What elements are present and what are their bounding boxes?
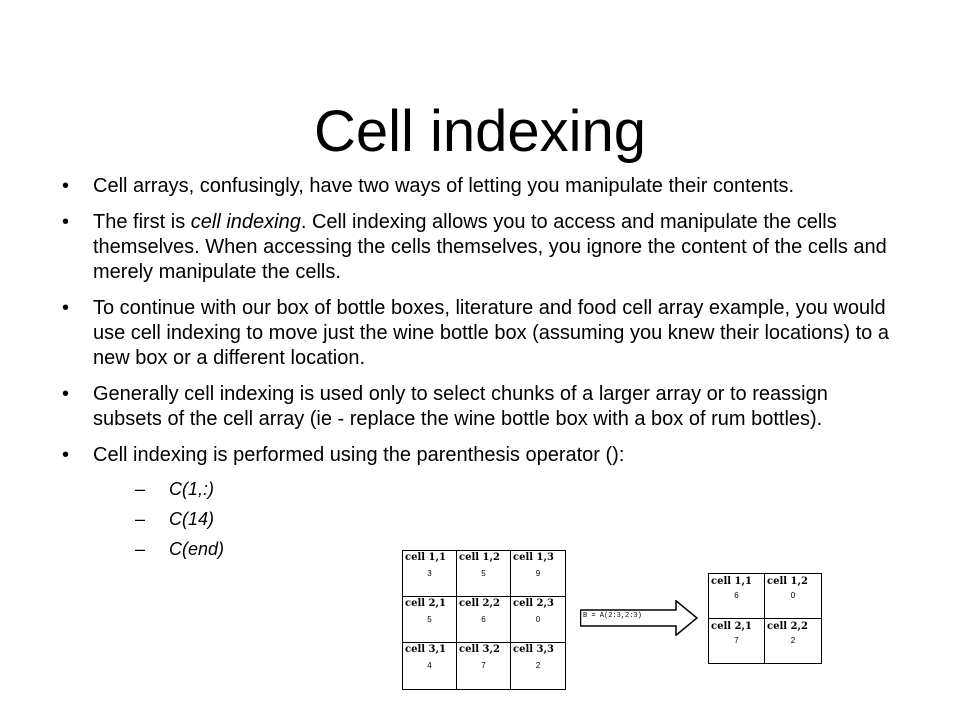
- sub-bullet-code: C(14): [169, 509, 215, 529]
- sub-bullet-code: C(end): [169, 539, 225, 559]
- cell-value: 3: [427, 569, 432, 578]
- command-label: B = A(2:3,2:3): [583, 612, 642, 620]
- bullet-text-rest: . Cell indexing allows you to access and manipulate the cells themselves. When accessing the cells themselves, you ignore the content of the cells and merely manipulate the cells.: [93, 211, 887, 283]
- result-cell: [709, 619, 765, 664]
- bullet-text: To continue with our box of bottle boxes, literature and food cell array example, you would use cell indexing to move just the wine bottle box (assuming you knew their locations) to a new box or a different location.: [93, 297, 889, 369]
- result-cell: [765, 619, 821, 664]
- source-cell: [511, 643, 565, 689]
- source-cell: [403, 643, 457, 689]
- bullet-text: Cell arrays, confusingly, have two ways of letting you manipulate their contents.: [93, 175, 795, 197]
- bullet-item: [62, 174, 902, 199]
- source-cell: [403, 551, 457, 597]
- cell-label: cell 2,1: [711, 620, 752, 632]
- bullet-item: [62, 382, 902, 432]
- source-cell: [457, 597, 511, 643]
- cell-label: cell 1,3: [513, 552, 554, 563]
- sub-bullet-list: [93, 478, 902, 560]
- bullet-dot: •: [62, 211, 70, 233]
- cell-label: cell 3,2: [459, 644, 500, 655]
- result-cell-array-diagram: [708, 573, 822, 664]
- bullet-text: Cell indexing is performed using the parenthesis operator ():: [93, 444, 625, 466]
- source-cell-array-diagram: [402, 550, 566, 690]
- cell-label: cell 3,3: [513, 644, 554, 655]
- cell-label: cell 3,1: [405, 644, 446, 655]
- cell-value: 4: [427, 661, 432, 670]
- source-cell: [403, 597, 457, 643]
- bullet-dot: •: [62, 297, 70, 319]
- sub-bullet-item: [93, 478, 902, 500]
- sub-bullet-dash: –: [135, 539, 146, 559]
- cell-label: cell 1,2: [459, 552, 500, 563]
- cell-value: 7: [734, 635, 739, 645]
- cell-value: 6: [481, 615, 486, 624]
- cell-label: cell 2,3: [513, 598, 554, 609]
- cell-label: cell 2,2: [459, 598, 500, 609]
- sub-bullet-dash: –: [135, 509, 146, 529]
- cell-value: 5: [481, 569, 486, 578]
- cell-label: cell 1,1: [711, 576, 752, 587]
- bullet-text-lead: The first is: [93, 211, 191, 233]
- bullet-dot: •: [62, 444, 70, 466]
- bullet-text: Generally cell indexing is used only to select chunks of a larger array or to reassign subsets of the cell array (ie - replace the wine bottle box with a box of rum bottles).: [93, 383, 828, 430]
- cell-value: 9: [535, 569, 541, 578]
- cell-label: cell 2,1: [405, 598, 446, 609]
- source-cell: [457, 643, 511, 689]
- bullet-text-emphasis: cell indexing: [190, 211, 301, 233]
- bullet-dot: •: [62, 175, 70, 197]
- sub-bullet-item: [93, 508, 902, 530]
- source-cell: [457, 551, 511, 597]
- cell-value: 2: [535, 661, 541, 670]
- result-cell: [765, 574, 821, 619]
- slide-title: Cell indexing: [313, 98, 647, 164]
- source-cell: [511, 551, 565, 597]
- cell-value: 2: [790, 635, 796, 645]
- cell-value: 0: [790, 591, 796, 600]
- sub-bullet-dash: –: [135, 479, 146, 499]
- result-cell: [709, 574, 765, 619]
- source-cell: [511, 597, 565, 643]
- cell-value: 7: [481, 661, 486, 670]
- cell-value: 0: [535, 615, 541, 624]
- cell-label: cell 1,2: [767, 576, 808, 587]
- cell-label: cell 2,2: [767, 620, 808, 632]
- bullet-dot: •: [62, 383, 70, 405]
- bullet-item: [62, 210, 902, 285]
- bullet-item: [62, 443, 902, 560]
- bullet-item: [62, 296, 902, 371]
- bullet-list: [62, 174, 902, 571]
- cell-label: cell 1,1: [405, 552, 446, 563]
- cell-value: 5: [427, 615, 432, 624]
- sub-bullet-code: C(1,:): [169, 479, 214, 499]
- cell-value: 6: [734, 591, 739, 600]
